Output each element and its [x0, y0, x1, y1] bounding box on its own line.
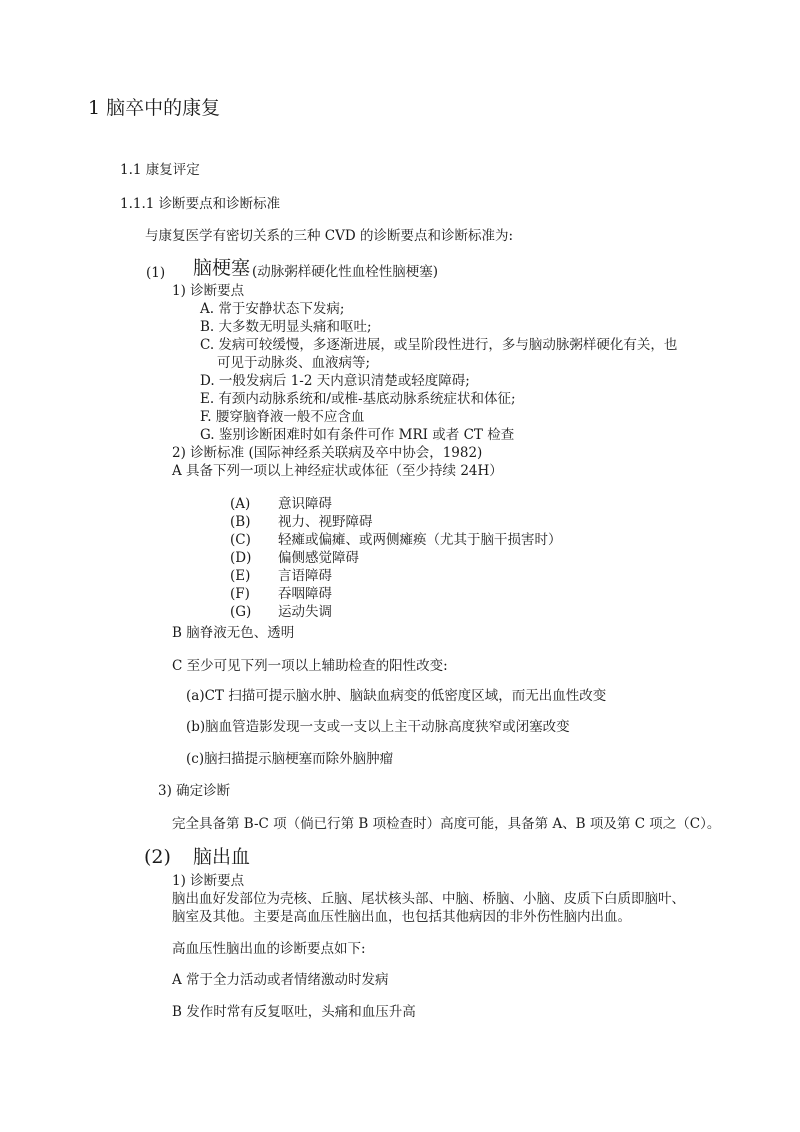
- hemorrhage-paragraph-line: 脑室及其他。主要是高血压性脑出血，也包括其他病因的非外伤性脑内出血。: [172, 909, 631, 925]
- symptom-text: 视力、视野障碍: [278, 514, 373, 530]
- symptom-text: 轻瘫或偏瘫、或两侧瘫痪（尤其于脑干损害时）: [278, 532, 562, 548]
- infarct-point: G. 鉴别诊断困难时如有条件可作 MRI 或者 CT 检查: [200, 427, 515, 443]
- section-heading-1-1-1: 1.1.1 诊断要点和诊断标准: [120, 196, 281, 212]
- page-title: 1 脑卒中的康复: [88, 97, 221, 119]
- symptom-label: (E): [230, 568, 251, 584]
- hemorrhage-paragraph-line: 脑出血好发部位为壳核、丘脑、尾状核头部、中脑、桥脑、小脑、皮质下白质即脑叶、: [172, 891, 685, 907]
- symptom-label: (F): [230, 586, 250, 602]
- symptom-label: (D): [230, 550, 252, 566]
- symptom-label: (B): [230, 514, 251, 530]
- infarct-point: D. 一般发病后 1-2 天内意识清楚或轻度障碍;: [200, 373, 470, 389]
- symptom-text: 吞咽障碍: [278, 586, 332, 602]
- infarct-number: (1): [146, 265, 166, 281]
- symptom-text: 运动失调: [278, 604, 332, 620]
- symptom-label: (A): [230, 496, 251, 512]
- hemorrhage-heading: 脑出血: [193, 846, 251, 868]
- infarct-subtitle: (动脉粥样硬化性血栓性脑梗塞): [252, 264, 439, 280]
- intro-paragraph: 与康复医学有密切关系的三种 CVD 的诊断要点和诊断标准为:: [145, 228, 514, 244]
- infarct-point: C. 发病可较缓慢，多逐渐进展，或呈阶段性进行，多与脑动脉粥样硬化有关，也: [200, 337, 678, 353]
- hemorrhage-points-heading: 1) 诊断要点: [172, 873, 245, 889]
- confirm-text: 完全具备第 B-C 项（倘已行第 B 项检查时）高度可能，具备第 A、B 项及第 C 项之（C）。: [172, 816, 721, 832]
- criteria-a: A 具备下列一项以上神经症状或体征（至少持续 24H）: [172, 463, 503, 479]
- infarct-heading: 脑梗塞: [193, 257, 251, 279]
- hbp-item-a: A 常于全力活动或者情绪激动时发病: [172, 972, 389, 988]
- infarct-points-heading: 1) 诊断要点: [172, 283, 245, 299]
- hbp-heading: 高血压性脑出血的诊断要点如下:: [172, 941, 366, 957]
- infarct-point: E. 有颈内动脉系统和/或椎-基底动脉系统症状和体征;: [200, 391, 516, 407]
- infarct-point: A. 常于安静状态下发病;: [200, 301, 345, 317]
- criteria-c: C 至少可见下列一项以上辅助检查的阳性改变:: [172, 658, 448, 674]
- aux-exam-item: (a)CT 扫描可提示脑水肿、脑缺血病变的低密度区域，而无出血性改变: [186, 688, 607, 704]
- aux-exam-item: (b)脑血管造影发现一支或一支以上主干动脉高度狭窄或闭塞改变: [186, 719, 570, 735]
- infarct-point: F. 腰穿脑脊液一般不应含血: [200, 409, 365, 425]
- symptom-text: 言语障碍: [278, 568, 332, 584]
- symptom-text: 意识障碍: [278, 496, 332, 512]
- symptom-text: 偏侧感觉障碍: [278, 550, 359, 566]
- criteria-b: B 脑脊液无色、透明: [172, 625, 295, 641]
- infarct-point-continued: 可见于动脉炎、血液病等;: [217, 355, 371, 371]
- hbp-item-b: B 发作时常有反复呕吐，头痛和血压升高: [172, 1004, 416, 1020]
- aux-exam-item: (c)脑扫描提示脑梗塞而除外脑肿瘤: [186, 751, 394, 767]
- symptom-label: (C): [230, 532, 251, 548]
- confirm-heading: 3) 确定诊断: [158, 783, 231, 799]
- criteria-heading: 2) 诊断标准 (国际神经系关联病及卒中协会，1982): [172, 445, 483, 461]
- section-heading-1-1: 1.1 康复评定: [120, 162, 200, 178]
- hemorrhage-number: (2): [144, 846, 171, 868]
- symptom-label: (G): [230, 604, 252, 620]
- infarct-point: B. 大多数无明显头痛和呕吐;: [200, 319, 372, 335]
